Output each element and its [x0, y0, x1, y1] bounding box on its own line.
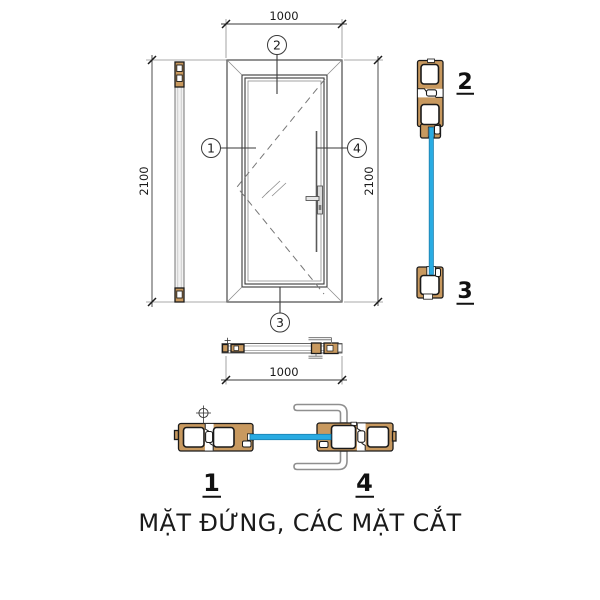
side-view-strip — [175, 62, 184, 302]
profile-chamber — [332, 426, 356, 449]
dimension-plan-width — [221, 356, 347, 385]
marker-3-label: 3 — [276, 315, 284, 330]
glass-mark — [272, 183, 286, 196]
glass-marks — [262, 181, 286, 198]
side-section-view — [175, 62, 184, 302]
dim-left-value: 2100 — [137, 166, 151, 196]
profile-1-section — [175, 406, 254, 452]
glass-pane-line-vertical — [429, 128, 433, 275]
profile-chamber — [368, 427, 389, 447]
plan-end-cap — [338, 344, 342, 352]
plan-section-view — [222, 338, 342, 359]
marker-1-label: 1 — [207, 140, 215, 156]
profile-chamber — [421, 105, 439, 125]
marker-2-label: 2 — [273, 37, 281, 53]
interlock-tongue — [358, 431, 365, 443]
profile-slot — [243, 441, 252, 447]
horizontal-section-detail — [175, 405, 397, 498]
label-profile-1: 1 — [203, 469, 220, 497]
label-profile-3: 3 — [457, 279, 473, 304]
handle-section-top — [294, 405, 347, 424]
marker-3 — [271, 287, 290, 332]
miter-joint — [327, 287, 342, 302]
glass-mark — [262, 191, 269, 198]
label-profile-4: 4 — [356, 469, 373, 497]
miter-joint — [227, 60, 242, 75]
glass-pane-line-horizontal — [250, 434, 331, 439]
profile-notch — [424, 294, 433, 299]
profile-chamber — [184, 428, 205, 448]
dim-right-value: 2100 — [362, 166, 376, 196]
label-profile-2: 2 — [457, 70, 473, 95]
miter-joint — [327, 60, 342, 75]
profile-chamber — [421, 276, 440, 295]
door-elevation — [227, 60, 342, 302]
vertical-section-detail — [417, 59, 474, 304]
swing-direction-dashed-line — [237, 79, 325, 294]
door-handle — [306, 186, 323, 214]
elevation-outer-frame — [227, 60, 342, 302]
miter-joint — [227, 287, 242, 302]
interlock-tongue — [206, 432, 213, 443]
glass-bead-edge — [248, 81, 321, 281]
plan-profile-bit — [223, 345, 229, 353]
profile-notch — [428, 59, 435, 62]
profile-chamber — [214, 428, 235, 448]
profile-chamber — [421, 65, 439, 85]
screw-axis-symbol — [196, 406, 211, 425]
marker-4-label: 4 — [353, 140, 361, 156]
profile-slot — [436, 269, 441, 277]
marker-2 — [268, 36, 287, 95]
profile-chamber — [177, 291, 182, 298]
dimension-right-height — [344, 56, 383, 306]
door-leaf-frame — [245, 78, 324, 284]
profile-chamber — [177, 75, 182, 82]
profile-chamber — [327, 346, 333, 352]
dim-top-value: 1000 — [269, 9, 299, 23]
profile-chamber — [177, 65, 182, 72]
profile-chamber — [234, 346, 239, 351]
drawing-title: MẶT ĐỨNG, CÁC MẶT CẮT — [138, 509, 462, 537]
profile-2-section — [418, 59, 444, 138]
handle-section-bottom — [294, 451, 347, 470]
interlock-tongue — [427, 90, 437, 96]
elevation-frame-inner-edge — [242, 75, 327, 287]
dim-plan-value: 1000 — [269, 365, 299, 379]
profile-slot — [320, 442, 329, 448]
handle-keyhole — [319, 205, 322, 210]
plan-profile-bit — [312, 343, 322, 354]
profile-nub — [393, 432, 397, 442]
handle-lever — [306, 197, 319, 201]
profile-slot — [435, 126, 441, 135]
